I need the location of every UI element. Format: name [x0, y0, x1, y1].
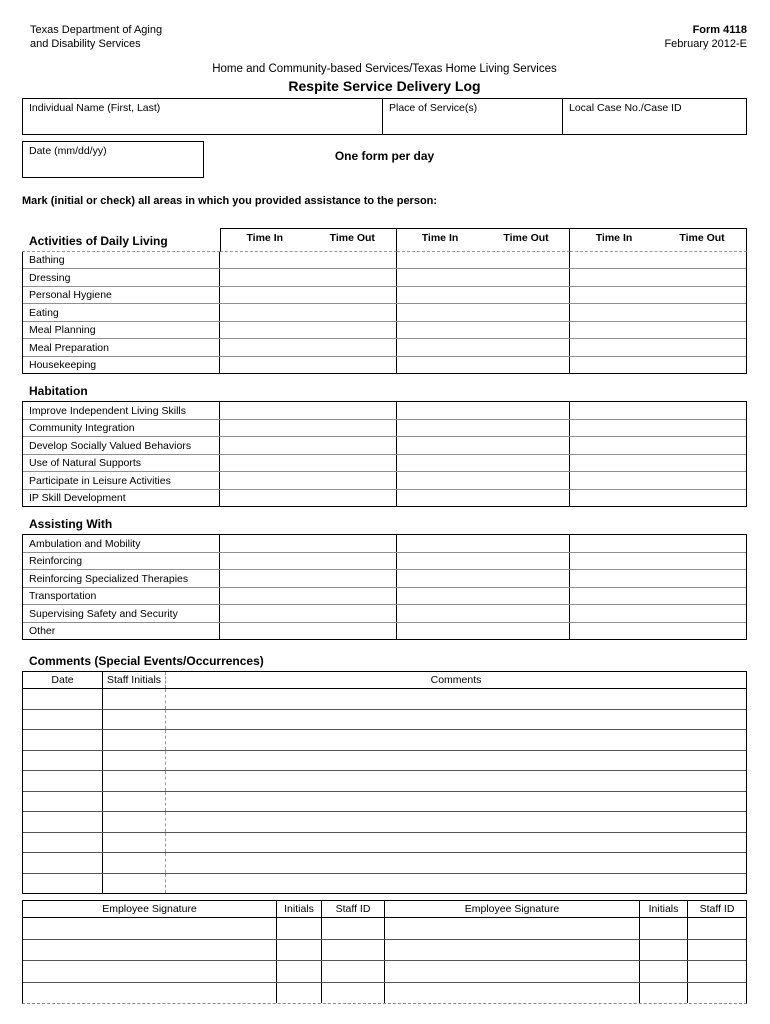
comments-row: [23, 751, 746, 772]
identity-fields: [22, 98, 747, 135]
date-entry-cell[interactable]: [23, 812, 103, 832]
time-entry-cell[interactable]: [397, 623, 570, 640]
time-entry-cell[interactable]: [397, 437, 570, 454]
comment-entry-cell[interactable]: [166, 771, 746, 791]
date-entry-cell[interactable]: [23, 833, 103, 853]
activity-label: Other: [23, 623, 220, 640]
signature-row: [23, 918, 746, 940]
table-row: [23, 605, 746, 623]
table-row: [23, 339, 746, 357]
signature-table: [22, 900, 747, 1004]
time-entry-cell[interactable]: [397, 472, 570, 489]
date-column-header: Date: [23, 672, 103, 688]
initials-entry-cell[interactable]: [640, 961, 688, 982]
time-in-label: Time In: [595, 231, 633, 244]
time-entry-cell[interactable]: [570, 570, 746, 587]
activity-label: Dressing: [23, 269, 220, 286]
time-entry-cell[interactable]: [397, 402, 570, 419]
staff-id-column-header: Staff ID: [322, 901, 385, 917]
time-entry-cell[interactable]: [570, 623, 746, 640]
table-row: [23, 437, 746, 455]
time-entry-cell[interactable]: [220, 269, 397, 286]
time-entry-cell[interactable]: [570, 437, 746, 454]
table-row: [23, 322, 746, 340]
place-of-service-field[interactable]: [383, 99, 563, 134]
time-entry-cell[interactable]: [570, 304, 746, 321]
staff-id-entry-cell[interactable]: [322, 961, 385, 982]
staff-initials-entry-cell[interactable]: [103, 833, 166, 853]
individual-name-field[interactable]: [23, 99, 383, 134]
initials-entry-cell[interactable]: [277, 940, 322, 961]
agency-line1: Texas Department of Aging: [30, 24, 163, 36]
staff-id-entry-cell[interactable]: [688, 961, 746, 982]
comments-row: [23, 792, 746, 813]
activity-label: Bathing: [23, 252, 220, 269]
activity-label: Use of Natural Supports: [23, 455, 220, 472]
time-entry-cell[interactable]: [220, 490, 397, 507]
local-case-label: Local Case No./Case ID: [569, 101, 682, 114]
initials-column-header: Initials: [640, 901, 688, 917]
activity-label: Ambulation and Mobility: [23, 535, 220, 552]
staff-initials-entry-cell[interactable]: [103, 730, 166, 750]
employee-signature-entry-cell[interactable]: [23, 983, 277, 1004]
staff-initials-entry-cell[interactable]: [103, 792, 166, 812]
comment-entry-cell[interactable]: [166, 689, 746, 709]
comments-row: [23, 771, 746, 792]
time-entry-cell[interactable]: [397, 420, 570, 437]
initials-entry-cell[interactable]: [640, 918, 688, 939]
time-entry-cell[interactable]: [570, 455, 746, 472]
time-entry-cell[interactable]: [220, 252, 397, 269]
comment-entry-cell[interactable]: [166, 874, 746, 894]
employee-signature-entry-cell[interactable]: [23, 918, 277, 939]
comment-entry-cell[interactable]: [166, 751, 746, 771]
comments-row: [23, 833, 746, 854]
individual-name-label: Individual Name (First, Last): [29, 101, 161, 114]
form-revision: February 2012-E: [664, 38, 747, 51]
agency-line2: and Disability Services: [30, 38, 141, 51]
activity-label: Reinforcing: [23, 553, 220, 570]
comment-entry-cell[interactable]: [166, 710, 746, 730]
time-entry-cell[interactable]: [570, 490, 746, 507]
form-number: Form 4118: [692, 24, 747, 36]
table-row: [23, 553, 746, 571]
time-out-label: Time Out: [503, 231, 549, 244]
initials-entry-cell[interactable]: [277, 961, 322, 982]
time-entry-cell[interactable]: [570, 252, 746, 269]
time-entry-cell[interactable]: [570, 287, 746, 304]
activity-label: Supervising Safety and Security: [23, 605, 220, 622]
comments-section-title: Comments (Special Events/Occurrences): [29, 654, 264, 669]
time-entry-cell[interactable]: [220, 402, 397, 419]
time-entry-cell[interactable]: [397, 339, 570, 356]
time-out-label: Time Out: [679, 231, 725, 244]
staff-id-entry-cell[interactable]: [688, 940, 746, 961]
initials-entry-cell[interactable]: [640, 983, 688, 1004]
time-entry-cell[interactable]: [570, 588, 746, 605]
habitation-section-title: Habitation: [29, 384, 88, 399]
time-entry-cell[interactable]: [397, 455, 570, 472]
activity-label: IP Skill Development: [23, 490, 220, 507]
date-entry-cell[interactable]: [23, 874, 103, 894]
time-header-group-3: [570, 228, 747, 252]
staff-initials-entry-cell[interactable]: [103, 812, 166, 832]
staff-id-entry-cell[interactable]: [322, 918, 385, 939]
table-row: [23, 304, 746, 322]
adl-table-header: [22, 228, 747, 252]
time-entry-cell[interactable]: [397, 287, 570, 304]
staff-initials-entry-cell[interactable]: [103, 771, 166, 791]
time-entry-cell[interactable]: [220, 472, 397, 489]
employee-signature-entry-cell[interactable]: [385, 918, 640, 939]
time-entry-cell[interactable]: [397, 535, 570, 552]
signature-table-header: [23, 901, 746, 918]
activity-label: Meal Planning: [23, 322, 220, 339]
time-header-group-2: [397, 228, 570, 252]
comments-column-header: Comments: [430, 674, 482, 687]
time-entry-cell[interactable]: [397, 357, 570, 374]
comments-row: [23, 812, 746, 833]
activity-label: Reinforcing Specialized Therapies: [23, 570, 220, 587]
time-entry-cell[interactable]: [397, 588, 570, 605]
assisting-table: [22, 534, 747, 640]
form-identifier: [664, 23, 747, 52]
time-entry-cell[interactable]: [220, 357, 397, 374]
activity-label: Transportation: [23, 588, 220, 605]
agency-name: [22, 23, 162, 52]
time-entry-cell[interactable]: [570, 420, 746, 437]
time-entry-cell[interactable]: [397, 553, 570, 570]
staff-id-entry-cell[interactable]: [322, 940, 385, 961]
place-of-service-label: Place of Service(s): [389, 101, 478, 114]
time-entry-cell[interactable]: [570, 535, 746, 552]
table-row: [23, 420, 746, 438]
time-entry-cell[interactable]: [570, 357, 746, 374]
date-row: [22, 141, 747, 178]
signature-row: [23, 961, 746, 983]
comment-entry-cell[interactable]: [166, 812, 746, 832]
staff-initials-entry-cell[interactable]: [103, 751, 166, 771]
signature-row: [23, 940, 746, 962]
time-entry-cell[interactable]: [397, 252, 570, 269]
activity-label: Eating: [23, 304, 220, 321]
comment-entry-cell[interactable]: [166, 792, 746, 812]
employee-signature-entry-cell[interactable]: [385, 940, 640, 961]
time-entry-cell[interactable]: [220, 322, 397, 339]
time-entry-cell[interactable]: [220, 623, 397, 640]
comment-entry-cell[interactable]: [166, 833, 746, 853]
table-row: [23, 287, 746, 305]
time-entry-cell[interactable]: [220, 455, 397, 472]
table-row: [23, 570, 746, 588]
table-row: [23, 252, 746, 270]
activity-label: Community Integration: [23, 420, 220, 437]
time-entry-cell[interactable]: [570, 269, 746, 286]
form-title: Respite Service Delivery Log: [288, 77, 481, 94]
time-entry-cell[interactable]: [570, 472, 746, 489]
time-in-label: Time In: [421, 231, 459, 244]
comments-row: [23, 730, 746, 751]
staff-id-column-header: Staff ID: [699, 903, 735, 916]
table-row: [23, 490, 746, 507]
date-entry-cell[interactable]: [23, 730, 103, 750]
local-case-field[interactable]: [563, 99, 746, 134]
time-entry-cell[interactable]: [570, 322, 746, 339]
time-entry-cell[interactable]: [570, 553, 746, 570]
time-entry-cell[interactable]: [220, 339, 397, 356]
time-entry-cell[interactable]: [397, 605, 570, 622]
staff-initials-column-header: Staff Initials: [103, 672, 166, 688]
employee-signature-entry-cell[interactable]: [385, 961, 640, 982]
employee-signature-column-header: Employee Signature: [385, 901, 640, 917]
time-entry-cell[interactable]: [397, 490, 570, 507]
employee-signature-entry-cell[interactable]: [385, 983, 640, 1004]
employee-signature-column-header: Employee Signature: [23, 901, 277, 917]
time-entry-cell[interactable]: [570, 402, 746, 419]
time-entry-cell[interactable]: [220, 605, 397, 622]
date-entry-cell[interactable]: [23, 751, 103, 771]
time-entry-cell[interactable]: [220, 304, 397, 321]
staff-id-entry-cell[interactable]: [322, 983, 385, 1004]
staff-initials-entry-cell[interactable]: [103, 689, 166, 709]
comments-row: [23, 689, 746, 710]
initials-entry-cell[interactable]: [277, 983, 322, 1004]
signature-row: [23, 983, 746, 1004]
time-out-label: Time Out: [329, 231, 375, 244]
date-entry-cell[interactable]: [23, 710, 103, 730]
time-entry-cell[interactable]: [220, 437, 397, 454]
time-entry-cell[interactable]: [397, 269, 570, 286]
table-row: [23, 269, 746, 287]
staff-id-entry-cell[interactable]: [688, 918, 746, 939]
table-row: [23, 455, 746, 473]
instruction-text: Mark (initial or check) all areas in which you provided assistance to the person:: [22, 194, 438, 207]
date-label: Date (mm/dd/yy): [29, 144, 107, 157]
staff-id-entry-cell[interactable]: [688, 983, 746, 1004]
habitation-table: [22, 401, 747, 507]
table-row: [23, 535, 746, 553]
table-row: [23, 623, 746, 640]
time-entry-cell[interactable]: [220, 588, 397, 605]
time-in-label: Time In: [246, 231, 284, 244]
initials-column-header: Initials: [277, 901, 322, 917]
initials-entry-cell[interactable]: [640, 940, 688, 961]
one-form-per-day-note: One form per day: [334, 148, 435, 163]
date-entry-cell[interactable]: [23, 853, 103, 873]
program-subtitle: Home and Community-based Services/Texas Home Living Services: [212, 62, 557, 75]
time-entry-cell[interactable]: [570, 339, 746, 356]
activity-label: Meal Preparation: [23, 339, 220, 356]
assisting-section-title: Assisting With: [29, 517, 113, 532]
page-header: [22, 23, 747, 52]
time-entry-cell[interactable]: [570, 605, 746, 622]
date-entry-cell[interactable]: [23, 792, 103, 812]
time-entry-cell[interactable]: [397, 322, 570, 339]
time-entry-cell[interactable]: [397, 570, 570, 587]
comments-table: [22, 671, 747, 894]
time-entry-cell[interactable]: [220, 535, 397, 552]
table-row: [23, 402, 746, 420]
activity-label: Participate in Leisure Activities: [23, 472, 220, 489]
employee-signature-entry-cell[interactable]: [23, 961, 277, 982]
time-header-group-1: [220, 228, 397, 252]
time-entry-cell[interactable]: [220, 553, 397, 570]
time-entry-cell[interactable]: [220, 287, 397, 304]
activity-label: Improve Independent Living Skills: [23, 402, 220, 419]
activity-label: Personal Hygiene: [23, 287, 220, 304]
comment-entry-cell[interactable]: [166, 730, 746, 750]
activity-label: Develop Socially Valued Behaviors: [23, 437, 220, 454]
staff-initials-entry-cell[interactable]: [103, 710, 166, 730]
comment-entry-cell[interactable]: [166, 853, 746, 873]
comments-row: [23, 874, 746, 894]
employee-signature-entry-cell[interactable]: [23, 940, 277, 961]
initials-entry-cell[interactable]: [277, 918, 322, 939]
time-entry-cell[interactable]: [397, 304, 570, 321]
date-entry-cell[interactable]: [23, 689, 103, 709]
time-entry-cell[interactable]: [220, 420, 397, 437]
adl-section-title: Activities of Daily Living: [22, 228, 220, 252]
comments-row: [23, 853, 746, 874]
staff-initials-entry-cell[interactable]: [103, 874, 166, 894]
comments-row: [23, 710, 746, 731]
activity-label: Housekeeping: [23, 357, 220, 374]
table-row: [23, 357, 746, 374]
table-row: [23, 588, 746, 606]
table-row: [23, 472, 746, 490]
adl-table: [22, 252, 747, 375]
time-entry-cell[interactable]: [220, 570, 397, 587]
date-entry-cell[interactable]: [23, 771, 103, 791]
comments-table-header: [23, 672, 746, 689]
staff-initials-entry-cell[interactable]: [103, 853, 166, 873]
